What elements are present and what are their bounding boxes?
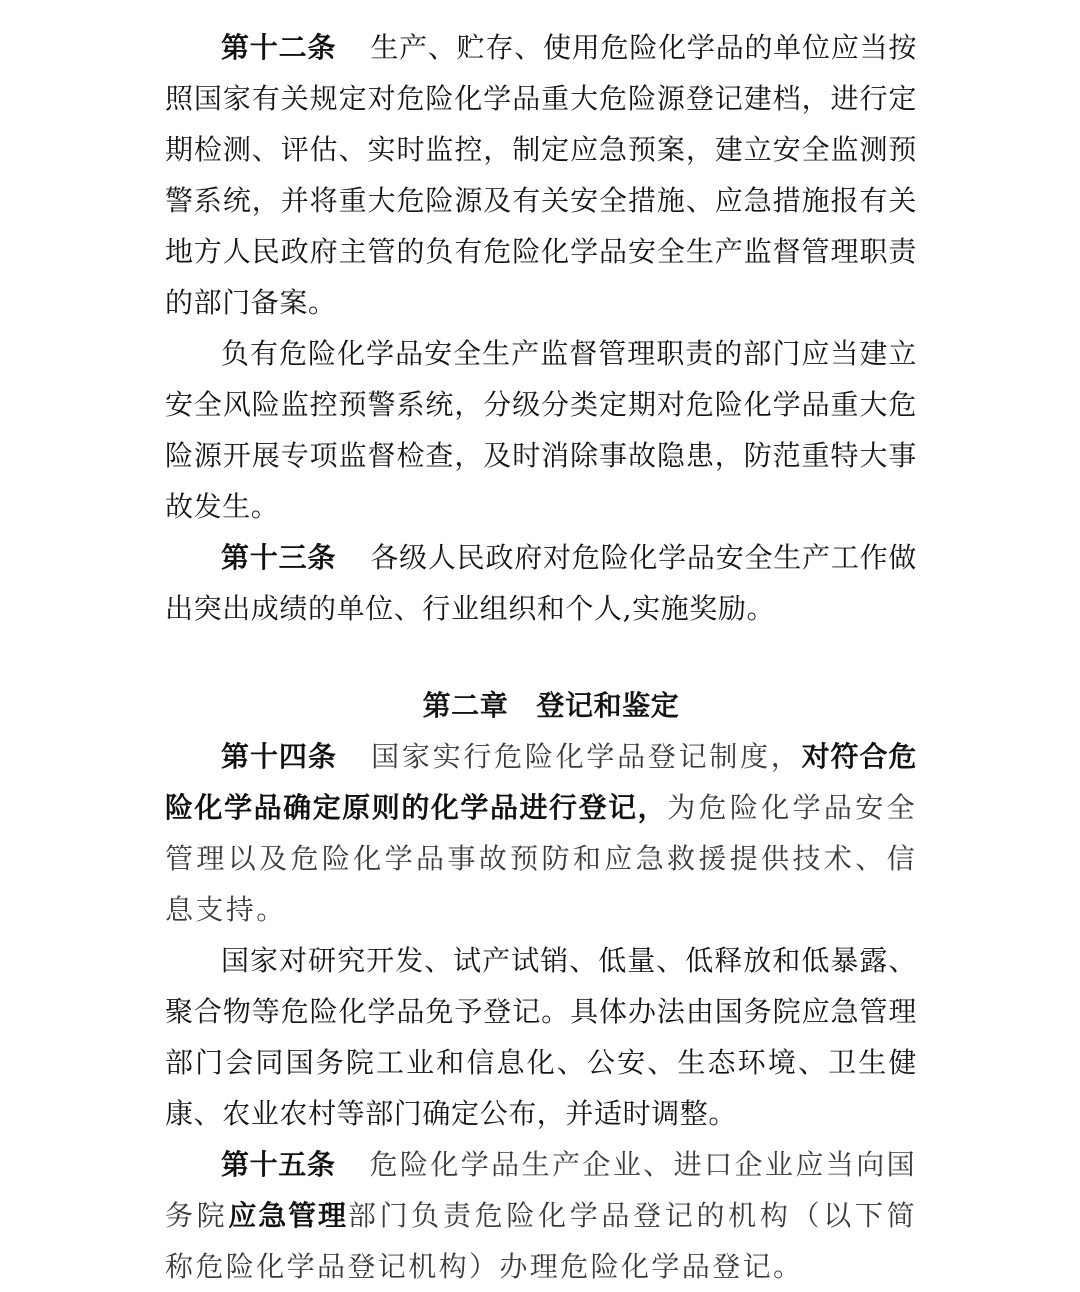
article-14-text-2: 国家对研究开发、试产试销、低量、低释放和低暴露、聚合物等危险化学品免予登记。具体办法由国务院应急管理部门会同国务院工业和信息化、公安、生态环境、卫生健康、农业农村等部门确定公布，并适时调整。 [165, 944, 917, 1130]
article-12-text-2: 负有危险化学品安全生产监督管理职责的部门应当建立安全风险监控预警系统，分级分类定期对危险化学品重大危险源开展专项监督检查，及时消除事故隐患，防范重特大事故发生。 [165, 337, 917, 523]
article-13-text: 各级人民政府对危险化学品安全生产工作做出突出成绩的单位、行业组织和个人,实施奖励。 [165, 541, 918, 625]
article-13-number: 第十三条 [221, 541, 337, 574]
article-14-text-b: 为危险化学品安全管理以及危险化学品事故预防和应急救援提供技术、信息支持。 [165, 791, 918, 926]
article-12-paragraph-2 [165, 328, 917, 532]
chapter-2-number: 第二章 [422, 689, 509, 722]
article-13-paragraph-1 [165, 532, 917, 634]
article-12-paragraph-1 [165, 22, 917, 328]
article-14-paragraph-1 [165, 731, 917, 935]
article-12-text: 生产、贮存、使用危险化学品的单位应当按照国家有关规定对危险化学品重大危险源登记建档，进行定期检测、评估、实时监控，制定应急预案，建立安全监测预警系统，并将重大危险源及有关安全措施、应急措施报有关地方人民政府主管的负有危险化学品安全生产监督管理职责的部门备案。 [165, 31, 918, 319]
document-body [165, 22, 917, 1292]
chapter-2-heading [165, 680, 917, 731]
article-15-number: 第十五条 [221, 1148, 336, 1181]
article-15-text-bold: 应急管理 [228, 1199, 348, 1232]
article-14-paragraph-2 [165, 935, 917, 1139]
article-15-text-b: 部门负责危险化学品登记的机构（以下简称危险化学品登记机构）办理危险化学品登记。 [165, 1199, 917, 1283]
article-14-number: 第十四条 [221, 740, 337, 773]
article-14-text-a: 国家实行危险化学品登记制度， [370, 740, 802, 773]
article-15-text-a: 危险化学品生产企业、进口企业应当向国务院 [165, 1148, 918, 1232]
chapter-2-title: 登记和鉴定 [536, 689, 680, 722]
article-12-number: 第十二条 [221, 31, 337, 64]
article-14-text-bold: 对符合危险化学品确定原则的化学品进行登记， [165, 740, 917, 824]
article-15-paragraph-1 [165, 1139, 917, 1292]
